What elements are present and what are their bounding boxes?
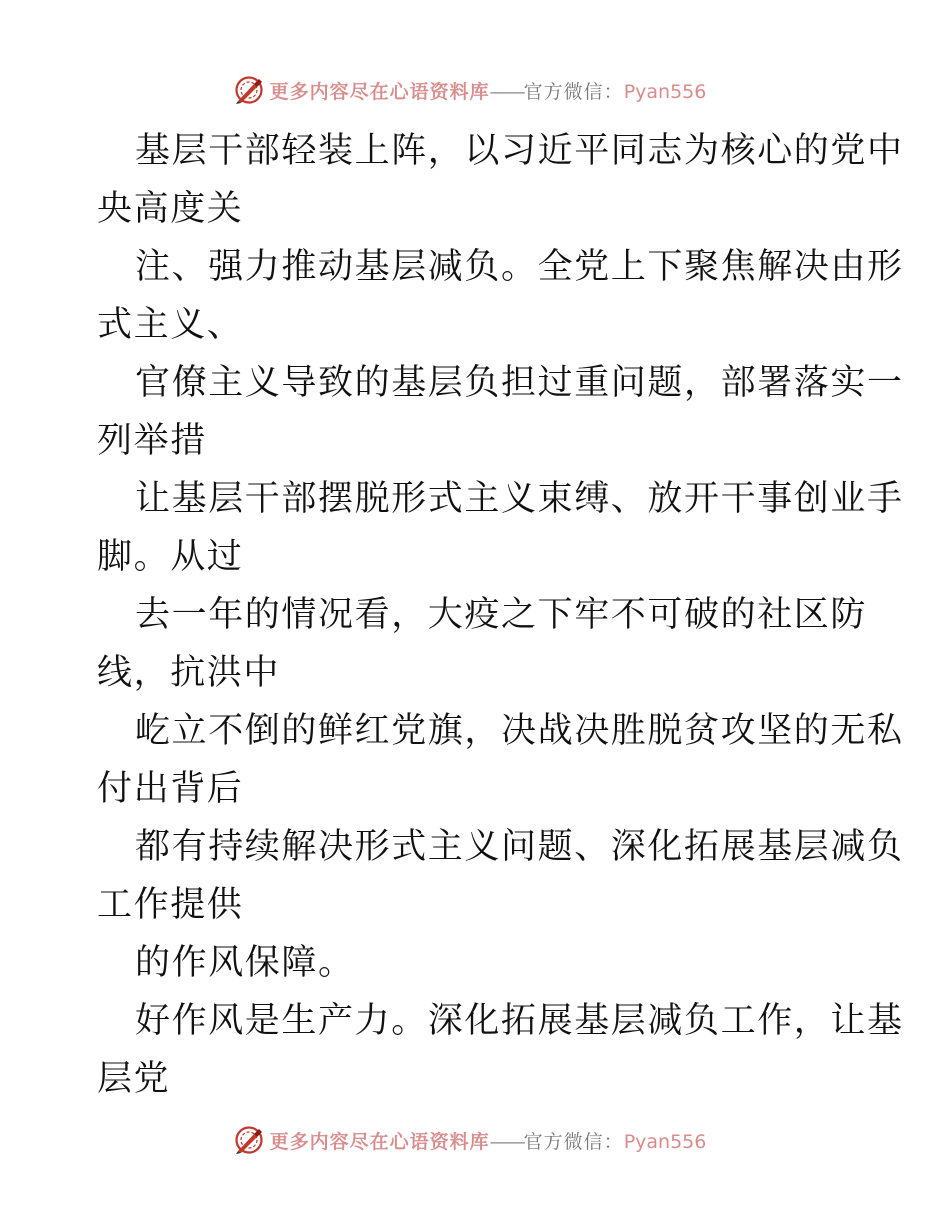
header-banner-content [234,75,707,105]
text-line: 让基层干部摆脱形式主义束缚、放开干事创业手 [135,479,904,519]
text-line: 付出背后 [97,769,244,809]
text-line: 好作风是生产力。深化拓展基层减负工作，让基 [135,1001,904,1041]
header-banner-text [270,77,707,104]
header-wechat-handle: Pyan556 [623,80,707,103]
header-banner [0,70,950,110]
text-line: 的作风保障。 [135,943,355,983]
footer-banner-content [234,1125,707,1155]
text-line: 基层干部轻装上阵，以习近平同志为核心的党中 [135,131,904,171]
pen-logo-icon [234,75,264,105]
body-text [97,122,904,1108]
text-line: 央高度关 [97,189,244,229]
text-line: 线，抗洪中 [97,653,281,693]
footer-banner-text [270,1127,707,1154]
header-dash: —— [489,80,524,103]
header-site-text: 更多内容尽在心语资料库 [269,80,490,103]
footer-wechat-label: 官方微信： [523,1130,624,1153]
text-line: 都有持续解决形式主义问题、深化拓展基层减负 [135,827,904,867]
text-line: 脚。从过 [97,537,244,577]
pen-logo-icon [234,1125,264,1155]
text-line: 去一年的情况看，大疫之下牢不可破的社区防 [135,595,868,635]
text-line: 工作提供 [97,885,244,925]
text-line: 列举措 [97,421,207,461]
header-wechat-label: 官方微信： [523,80,624,103]
footer-dash: —— [489,1130,524,1153]
footer-site-text: 更多内容尽在心语资料库 [269,1130,490,1153]
footer-banner [0,1120,950,1160]
text-line: 注、强力推动基层减负。全党上下聚焦解决由形 [135,247,904,287]
footer-wechat-handle: Pyan556 [623,1130,707,1153]
text-line: 屹立不倒的鲜红党旗，决战决胜脱贫攻坚的无私 [135,711,904,751]
text-line: 层党 [97,1059,171,1099]
text-line: 式主义、 [97,305,244,345]
text-line: 官僚主义导致的基层负担过重问题，部署落实一 [135,363,904,403]
